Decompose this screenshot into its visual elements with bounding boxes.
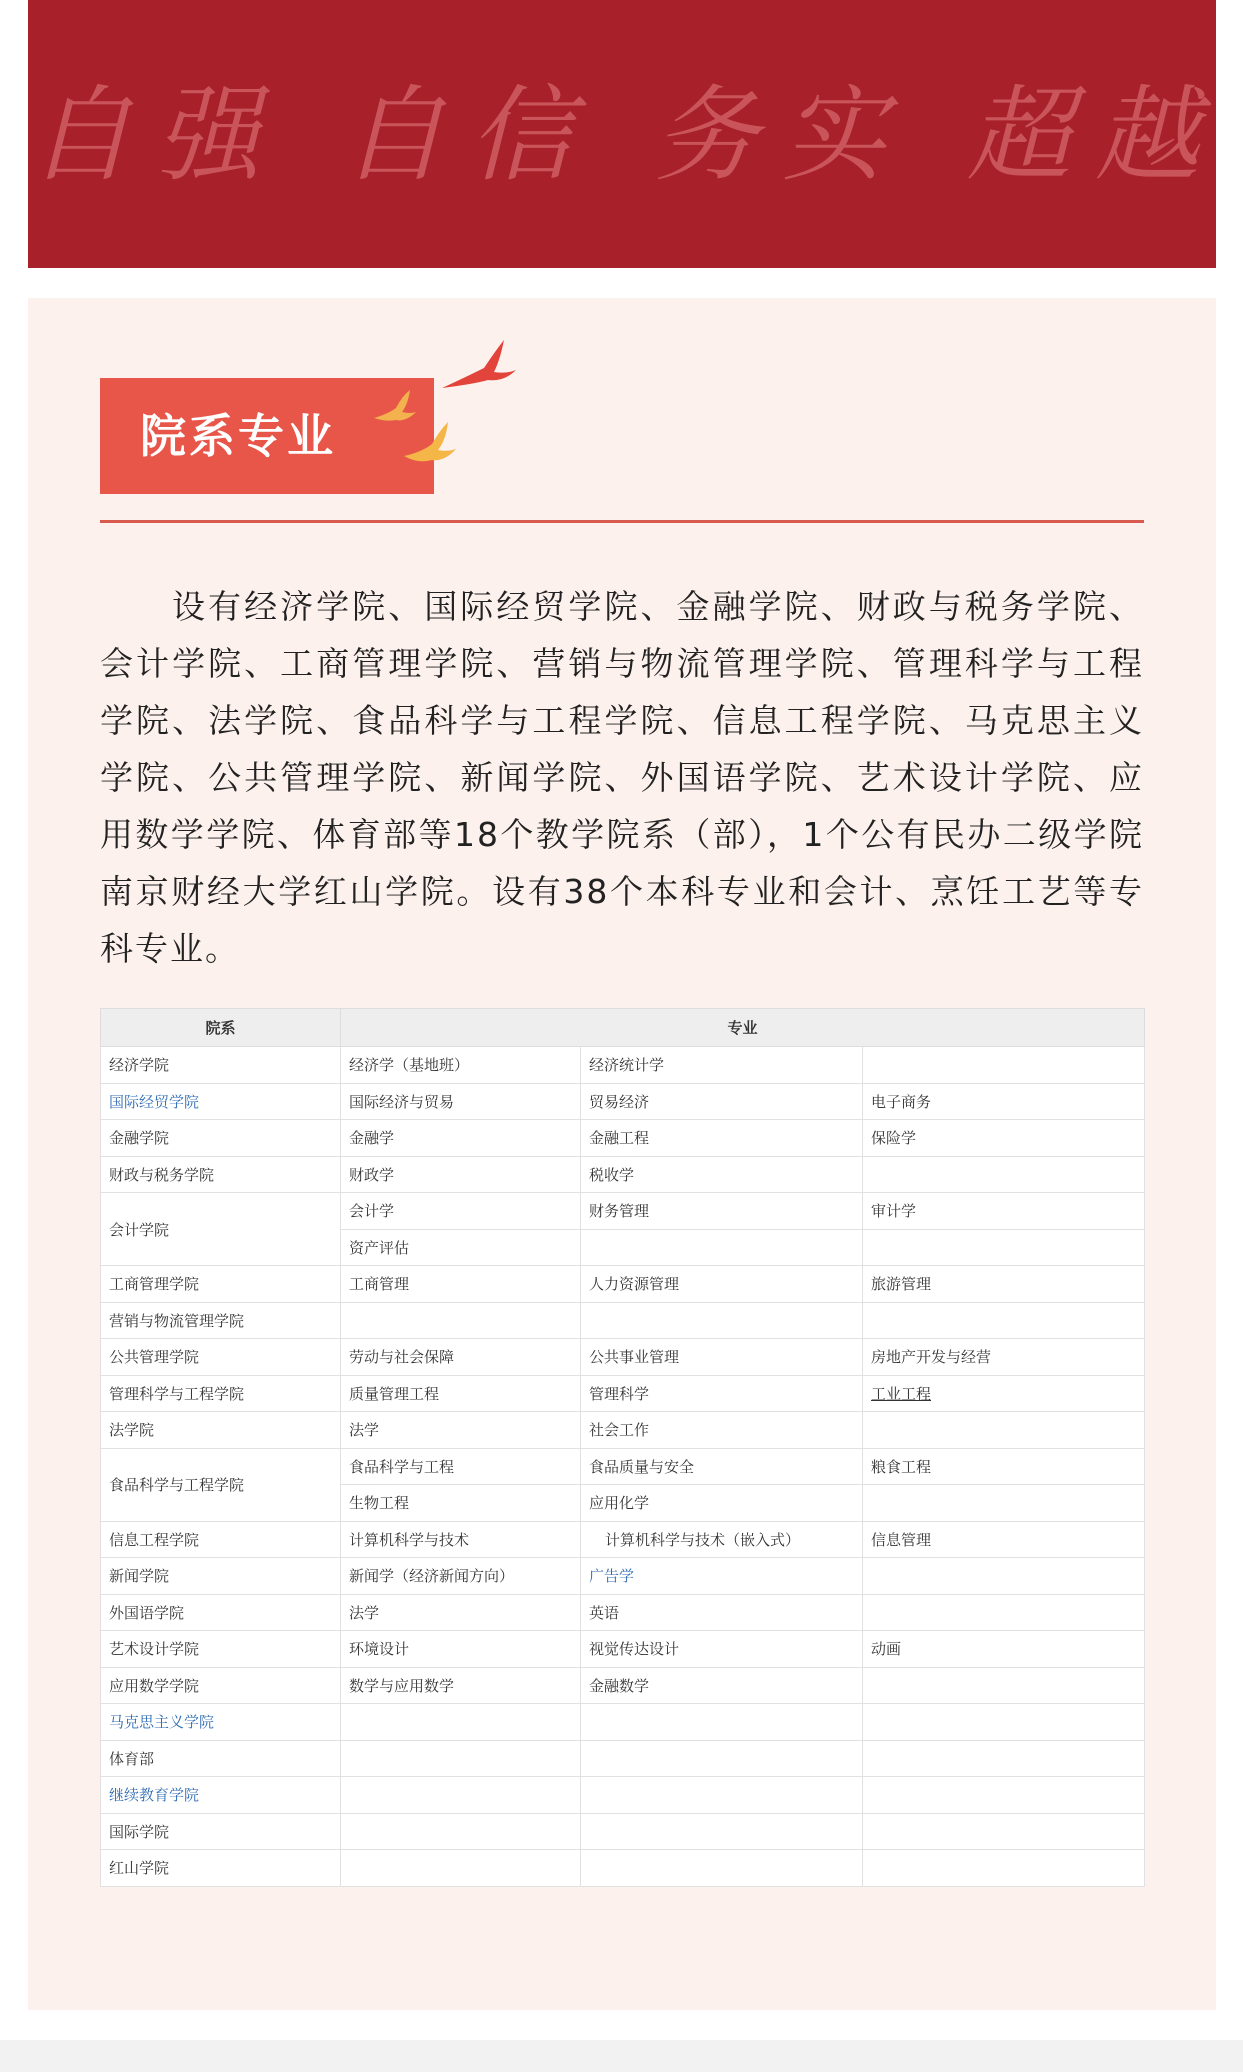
table-row [101,1047,1145,1084]
dept-cell: 艺术设计学院 [101,1631,341,1668]
table-row [101,1558,1145,1595]
major-cell [581,1813,863,1850]
major-cell: 粮食工程 [863,1448,1145,1485]
table-row [101,1120,1145,1157]
major-cell [863,1740,1145,1777]
major-cell: 管理科学 [581,1375,863,1412]
major-cell: 英语 [581,1594,863,1631]
major-cell [863,1229,1145,1266]
major-cell [863,1558,1145,1595]
major-cell [863,1813,1145,1850]
dept-cell: 体育部 [101,1740,341,1777]
major-cell [863,1667,1145,1704]
dept-cell: 工商管理学院 [101,1266,341,1303]
table-row [101,1448,1145,1485]
major-cell: 旅游管理 [863,1266,1145,1303]
major-cell: 视觉传达设计 [581,1631,863,1668]
table-row [101,1193,1145,1230]
major-cell: 贸易经济 [581,1083,863,1120]
table-row [101,1302,1145,1339]
dept-cell: 管理科学与工程学院 [101,1375,341,1412]
major-cell: 食品质量与安全 [581,1448,863,1485]
dept-cell: 新闻学院 [101,1558,341,1595]
table-row [101,1083,1145,1120]
dept-cell: 法学院 [101,1412,341,1449]
header-banner [28,0,1224,268]
major-cell: 财政学 [341,1156,581,1193]
table-row [101,1704,1145,1741]
table-row [101,1412,1145,1449]
dept-link[interactable]: 继续教育学院 [101,1777,341,1814]
major-cell: 工商管理 [341,1266,581,1303]
dept-cell: 信息工程学院 [101,1521,341,1558]
major-cell: 经济统计学 [581,1047,863,1084]
dept-link[interactable]: 国际经贸学院 [101,1083,341,1120]
major-cell: 劳动与社会保障 [341,1339,581,1376]
major-cell: 质量管理工程 [341,1375,581,1412]
major-cell [341,1740,581,1777]
intro-paragraph: 设有经济学院、国际经贸学院、金融学院、财政与税务学院、会计学院、工商管理学院、营销与物流管理学院、管理科学与工程学院、法学院、食品科学与工程学院、信息工程学院、马克思主义学院、公共管理学院、新闻学院、外国语学院、艺术设计学院、应用数学学院、体育部等18个教学院系（部），1个公有民办二级学院南京财经大学红山学院。设有38个本科专业和会计、烹饪工艺等专科专业。 [100,587,1144,968]
major-cell: 资产评估 [341,1229,581,1266]
dept-cell: 经济学院 [101,1047,341,1084]
major-cell [581,1740,863,1777]
major-cell [581,1302,863,1339]
major-cell: 生物工程 [341,1485,581,1522]
header-dept: 院系 [101,1009,341,1047]
major-cell: 计算机科学与技术 [341,1521,581,1558]
content-panel [28,298,1216,2010]
major-cell [341,1777,581,1814]
major-cell: 国际经济与贸易 [341,1083,581,1120]
major-cell: 公共事业管理 [581,1339,863,1376]
dept-cell: 公共管理学院 [101,1339,341,1376]
major-cell: 经济学（基地班） [341,1047,581,1084]
table-row [101,1667,1145,1704]
major-cell [863,1594,1145,1631]
major-cell: 人力资源管理 [581,1266,863,1303]
table-row [101,1266,1145,1303]
major-cell: 法学 [341,1594,581,1631]
header-majors: 专业 [341,1009,1145,1047]
major-cell: 应用化学 [581,1485,863,1522]
major-cell: 税收学 [581,1156,863,1193]
major-cell [863,1156,1145,1193]
major-cell [863,1412,1145,1449]
major-cell: 房地产开发与经营 [863,1339,1145,1376]
major-cell: 审计学 [863,1193,1145,1230]
major-cell: 动画 [863,1631,1145,1668]
major-cell [341,1302,581,1339]
major-cell [863,1850,1145,1887]
table-row [101,1339,1145,1376]
major-cell [863,1485,1145,1522]
major-cell [341,1704,581,1741]
dept-cell: 会计学院 [101,1193,341,1266]
table-header-row [101,1009,1145,1047]
majors-table [100,1008,1145,1887]
dept-link[interactable]: 马克思主义学院 [101,1704,341,1741]
table-row [101,1850,1145,1887]
table-row [101,1375,1145,1412]
major-cell: 会计学 [341,1193,581,1230]
section-divider [100,520,1144,523]
major-cell: 计算机科学与技术（嵌入式） [581,1521,863,1558]
major-cell: 电子商务 [863,1083,1145,1120]
major-cell: 数学与应用数学 [341,1667,581,1704]
dept-cell: 红山学院 [101,1850,341,1887]
major-cell [581,1704,863,1741]
bird-icon [400,422,458,474]
major-cell: 环境设计 [341,1631,581,1668]
major-cell: 法学 [341,1412,581,1449]
page-footer-strip [0,2040,1243,2072]
table-row [101,1631,1145,1668]
dept-cell: 营销与物流管理学院 [101,1302,341,1339]
dept-cell: 食品科学与工程学院 [101,1448,341,1521]
major-cell: 金融工程 [581,1120,863,1157]
bird-icon [434,338,518,398]
dept-cell: 财政与税务学院 [101,1156,341,1193]
major-cell [581,1777,863,1814]
major-cell: 金融学 [341,1120,581,1157]
table-row [101,1594,1145,1631]
major-cell [581,1850,863,1887]
major-cell [863,1777,1145,1814]
major-cell: 财务管理 [581,1193,863,1230]
major-cell [863,1704,1145,1741]
table-row [101,1777,1145,1814]
major-cell [341,1813,581,1850]
table-row [101,1740,1145,1777]
table-row [101,1521,1145,1558]
major-cell [863,1302,1145,1339]
major-cell: 信息管理 [863,1521,1145,1558]
major-cell: 食品科学与工程 [341,1448,581,1485]
major-cell [341,1850,581,1887]
major-cell [863,1047,1145,1084]
major-link[interactable]: 工业工程 [863,1375,1145,1412]
motto-calligraphy: 自强 自信 务实 超越 [28,74,1224,196]
dept-cell: 应用数学学院 [101,1667,341,1704]
dept-cell: 金融学院 [101,1120,341,1157]
major-cell: 金融数学 [581,1667,863,1704]
major-cell: 保险学 [863,1120,1145,1157]
major-cell [581,1229,863,1266]
table-row [101,1813,1145,1850]
dept-cell: 外国语学院 [101,1594,341,1631]
section-title: 院系专业 [100,378,434,494]
dept-cell: 国际学院 [101,1813,341,1850]
table-row [101,1156,1145,1193]
major-cell: 新闻学（经济新闻方向） [341,1558,581,1595]
major-cell: 社会工作 [581,1412,863,1449]
major-link[interactable]: 广告学 [581,1558,863,1595]
